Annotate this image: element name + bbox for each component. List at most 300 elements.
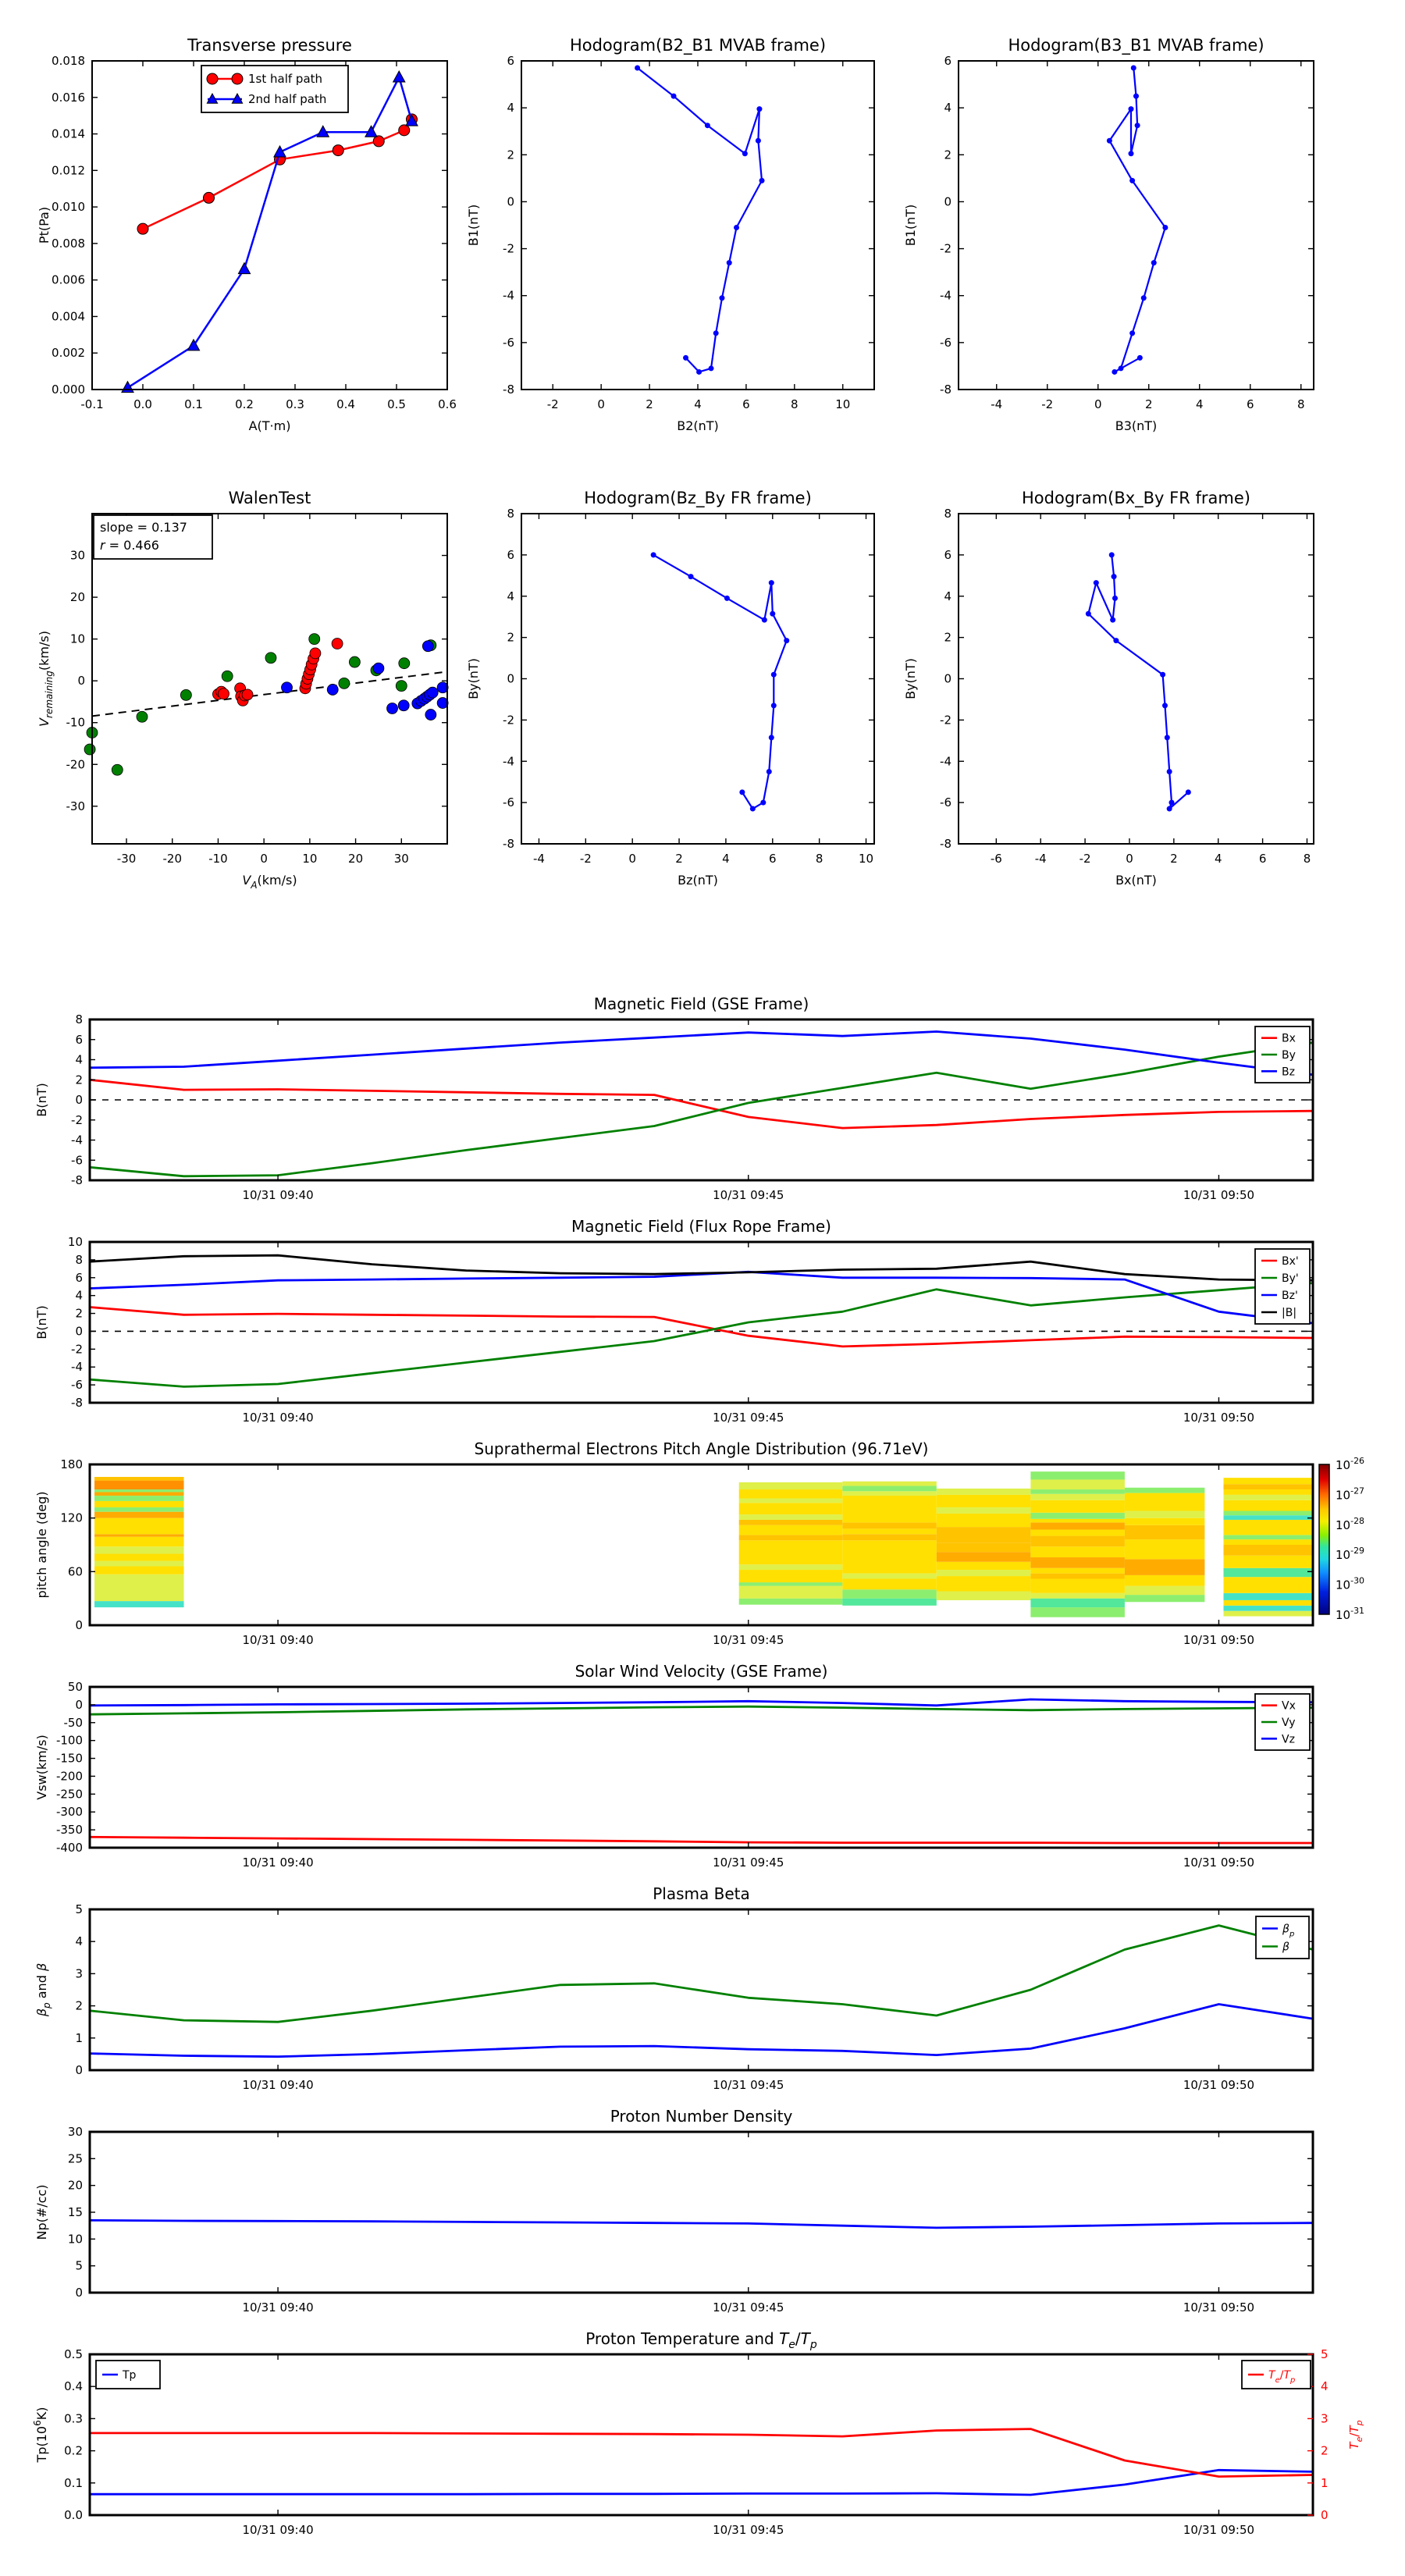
heatmap-cell	[1223, 1606, 1313, 1611]
y-tick-label: -2	[940, 241, 951, 256]
x-axis-label: B3(nT)	[1115, 418, 1158, 433]
chart-title: Plasma Beta	[653, 1884, 750, 1903]
series-marker	[1129, 106, 1134, 112]
y-tick-label: 0	[75, 1618, 83, 1632]
y-tick-label: 0.000	[52, 382, 85, 397]
heatmap-cell	[739, 1599, 843, 1605]
heatmap-cell	[937, 1543, 1031, 1552]
series-marker	[349, 656, 360, 667]
series-line-Bx'	[90, 1308, 1313, 1347]
y-tick-label: 5	[75, 1902, 83, 1916]
x-tick-label: -10	[208, 852, 228, 866]
x-tick-label: 10	[858, 852, 874, 866]
series-marker	[1110, 617, 1115, 623]
series-marker	[709, 365, 714, 371]
x-tick-label: 0.2	[235, 397, 254, 411]
x-tick-label: 4	[1214, 852, 1222, 866]
y-tick-label: 0.4	[64, 2379, 83, 2394]
heatmap-cell	[1223, 1568, 1313, 1577]
y-tick-label: -350	[55, 1823, 83, 1838]
heatmap-cell	[94, 1561, 184, 1567]
y-tick-label: 0.1	[64, 2475, 83, 2490]
heatmap-cell	[94, 1574, 184, 1601]
y-tick-label: -4	[503, 288, 514, 303]
right-y-tick-label: 0	[1321, 2508, 1329, 2522]
y-tick-label: 180	[60, 1457, 83, 1471]
x-tick-label: 10/31 09:40	[242, 1856, 314, 1870]
x-tick-label: 0.5	[387, 397, 406, 411]
y-tick-label: 10	[67, 1235, 83, 1249]
x-tick-label: -2	[579, 852, 592, 866]
y-tick-label: 4	[75, 1288, 83, 1303]
series-marker	[750, 806, 756, 812]
y-tick-label: -30	[66, 799, 85, 813]
heatmap-cell	[94, 1534, 184, 1536]
panel-proton-temperature	[16, 2318, 1405, 2553]
y-tick-label: -4	[503, 754, 514, 769]
series-marker	[398, 700, 409, 711]
chart-title: Proton Number Density	[610, 2107, 793, 2126]
right-y-tick-label: 3	[1321, 2411, 1329, 2426]
series-marker	[373, 136, 384, 147]
series-marker	[242, 689, 253, 700]
x-tick-label: -6	[990, 852, 1002, 866]
x-tick-label: 0	[1126, 852, 1133, 866]
heatmap-cell	[94, 1566, 184, 1574]
heatmap-cell	[739, 1586, 843, 1599]
series-marker	[265, 653, 276, 664]
y-tick-label: -10	[66, 715, 85, 730]
x-tick-label: -30	[116, 852, 137, 866]
series-marker	[1135, 123, 1140, 128]
y-axis-label: B1(nT)	[466, 204, 481, 247]
colorbar-tick-label: $10^{-26}$	[1336, 1456, 1365, 1472]
series-line-B2-B1	[638, 68, 762, 372]
x-tick-label: 8	[791, 397, 799, 411]
x-tick-label: 2	[1144, 397, 1153, 411]
series-markers-1st half path	[137, 114, 418, 234]
y-tick-label: 0	[75, 2286, 83, 2300]
heatmap-cell	[739, 1482, 843, 1489]
heatmap-cell	[1125, 1511, 1204, 1518]
series-marker	[742, 151, 748, 156]
series-marker	[770, 611, 775, 617]
series-marker	[425, 710, 436, 720]
y-tick-label: 0.010	[52, 200, 85, 215]
x-tick-label: 10/31 09:40	[242, 1188, 314, 1202]
panel-plasma-beta	[16, 1873, 1405, 2096]
y-tick-label: -6	[940, 795, 951, 810]
y-tick-label: -6	[940, 335, 951, 350]
y-tick-label: 6	[75, 1032, 83, 1047]
series-line-Np	[90, 2220, 1313, 2228]
right-y-tick-label: 1	[1321, 2475, 1329, 2490]
heatmap-cell	[739, 1520, 843, 1525]
y-tick-label: -20	[66, 757, 85, 772]
heatmap-cell	[1030, 1574, 1125, 1579]
heatmap-cell	[1223, 1539, 1313, 1545]
series-marker	[1094, 580, 1099, 585]
series-marker	[713, 330, 719, 336]
right-y-axis-label: $T_e/T_p$	[1347, 2420, 1364, 2450]
chart-title: WalenTest	[228, 489, 311, 507]
y-tick-label: 20	[69, 590, 85, 605]
panel-pitch-angle-distribution	[16, 1429, 1405, 1651]
series-marker	[84, 744, 95, 755]
series-marker	[1129, 178, 1135, 183]
y-tick-label: -8	[940, 382, 951, 397]
series-marker	[422, 641, 433, 652]
y-tick-label: -8	[71, 1173, 83, 1187]
heatmap-cell	[1125, 1575, 1204, 1586]
y-tick-label: 8	[75, 1012, 83, 1026]
series-marker	[399, 125, 410, 136]
heatmap-cell	[1030, 1530, 1125, 1536]
y-tick-label: -2	[940, 713, 951, 728]
heatmap-cell	[94, 1553, 184, 1560]
y-tick-label: -4	[71, 1133, 83, 1147]
y-tick-label: 10	[69, 632, 85, 646]
series-marker	[1112, 596, 1118, 601]
panel-proton-density	[16, 2096, 1405, 2318]
series-marker	[112, 764, 123, 775]
heatmap-cell	[1030, 1471, 1125, 1479]
series-marker	[756, 138, 761, 144]
colorbar-tick-label: $10^{-28}$	[1336, 1515, 1365, 1532]
panel-magnetic-field-flux-rope	[16, 1206, 1405, 1429]
y-axis-label: $\beta_p$ and β	[34, 1962, 52, 2017]
heatmap-cell	[937, 1576, 1031, 1591]
heatmap-cell	[94, 1518, 184, 1535]
series-marker	[767, 769, 772, 774]
y-tick-label: -2	[503, 713, 514, 728]
heatmap-cell	[1125, 1493, 1204, 1511]
y-tick-label: 4	[507, 589, 514, 603]
y-axis-label: B(nT)	[34, 1083, 49, 1117]
y-tick-label: -150	[55, 1751, 83, 1766]
series-markers-Bz-By	[651, 552, 790, 811]
heatmap-cell	[1223, 1593, 1313, 1600]
x-tick-label: 10/31 09:40	[242, 1633, 314, 1647]
series-line-Vy	[90, 1706, 1313, 1714]
y-tick-label: -8	[940, 837, 951, 851]
series-marker	[137, 223, 148, 234]
series-marker	[1165, 735, 1170, 740]
heatmap-cell	[842, 1574, 937, 1579]
heatmap-cell	[842, 1528, 937, 1534]
y-tick-label: 0.004	[52, 309, 85, 324]
chart-title: Hodogram(B3_B1 MVAB frame)	[1008, 36, 1264, 55]
y-tick-label: 60	[67, 1564, 83, 1579]
series-marker	[724, 596, 730, 601]
y-tick-label: -300	[55, 1805, 83, 1820]
y-tick-label: -4	[940, 754, 951, 769]
x-tick-label: 10/31 09:40	[242, 2078, 314, 2092]
y-tick-label: 0.016	[52, 90, 85, 105]
heatmap-cell	[739, 1503, 843, 1514]
y-tick-label: 3	[75, 1966, 83, 1981]
series-markers-Bx-By	[1086, 552, 1191, 811]
series-marker	[427, 687, 438, 698]
x-tick-label: 8	[1297, 397, 1305, 411]
series-markers-2nd half path	[122, 71, 418, 393]
y-tick-label: 6	[944, 54, 951, 68]
heatmap-cell	[1223, 1545, 1313, 1556]
heatmap-cell	[937, 1592, 1031, 1600]
x-tick-label: 0	[1094, 397, 1102, 411]
x-tick-label: 10/31 09:45	[713, 1856, 784, 1870]
x-axis-label: B2(nT)	[677, 418, 719, 433]
y-tick-label: -400	[55, 1841, 83, 1855]
series-line-By	[90, 1043, 1313, 1176]
y-axis-label: Vsw(km/s)	[34, 1735, 49, 1800]
right-y-tick-label: 2	[1321, 2443, 1329, 2458]
x-tick-label: 0.0	[133, 397, 152, 411]
chart-title: Magnetic Field (Flux Rope Frame)	[571, 1217, 831, 1236]
series-marker	[1119, 365, 1124, 371]
x-tick-label: 10/31 09:45	[713, 1411, 784, 1425]
series-marker	[635, 66, 640, 71]
series-marker	[683, 355, 688, 361]
series-line-Bx-By	[1088, 555, 1188, 809]
x-tick-label: 10/31 09:50	[1183, 2078, 1255, 2092]
series-marker	[1129, 151, 1134, 156]
chart-title: Suprathermal Electrons Pitch Angle Distribution (96.71eV)	[474, 1439, 929, 1458]
chart-title: Hodogram(Bz_By FR frame)	[584, 489, 812, 507]
colorbar-tick-label: $10^{-31}$	[1336, 1606, 1365, 1622]
y-tick-label: -6	[503, 335, 514, 350]
y-tick-label: -6	[71, 1378, 83, 1393]
y-tick-label: 2	[507, 148, 514, 162]
series-marker	[137, 711, 148, 722]
y-tick-label: -4	[71, 1360, 83, 1375]
x-tick-label: 10	[302, 852, 318, 866]
series-marker	[769, 735, 774, 740]
y-tick-label: 8	[75, 1252, 83, 1267]
legend-label: Bx	[1282, 1032, 1296, 1045]
chart-title: Transverse pressure	[187, 36, 352, 55]
series-marker	[310, 648, 321, 659]
y-tick-label: 4	[944, 589, 951, 603]
legend-label: 2nd half path	[248, 92, 327, 106]
series-marker	[1151, 260, 1157, 265]
y-tick-label: 0	[75, 2063, 83, 2077]
heatmap-cell	[94, 1496, 184, 1501]
y-tick-label: 0	[75, 1697, 83, 1712]
y-tick-label: 0	[944, 671, 951, 686]
x-tick-label: 0.1	[184, 397, 203, 411]
x-tick-label: 0	[260, 852, 268, 866]
series-marker	[1113, 638, 1119, 643]
heatmap-cell	[842, 1578, 937, 1589]
panel-magnetic-field-gse	[16, 984, 1405, 1206]
heatmap-cell	[1030, 1479, 1125, 1489]
series-marker	[719, 295, 724, 301]
heatmap-cell	[1030, 1599, 1125, 1607]
series-marker	[762, 617, 767, 623]
x-tick-label: -4	[991, 397, 1003, 411]
axes-border	[92, 514, 447, 844]
series-marker	[651, 552, 656, 557]
heatmap-cell	[842, 1485, 937, 1491]
heatmap-cell	[94, 1489, 184, 1492]
heatmap-cell	[842, 1540, 937, 1573]
panel-hodogram-b3b1	[895, 23, 1348, 468]
series-marker	[332, 639, 343, 649]
axes-border	[521, 61, 874, 390]
y-tick-label: -2	[503, 241, 514, 256]
heatmap-cell	[1223, 1484, 1313, 1489]
x-tick-label: 4	[722, 852, 730, 866]
x-tick-label: -2	[1079, 852, 1091, 866]
x-tick-label: 10/31 09:40	[242, 1411, 314, 1425]
x-tick-label: 0.4	[336, 397, 355, 411]
heatmap-cell	[1030, 1522, 1125, 1529]
y-tick-label: 2	[507, 630, 514, 645]
x-tick-label: 10/31 09:45	[713, 2078, 784, 2092]
series-line-Vz	[90, 1699, 1313, 1706]
axes-border	[90, 2132, 1313, 2293]
heatmap-cell	[1125, 1539, 1204, 1559]
y-tick-label: 0	[75, 1324, 83, 1339]
series-marker	[784, 638, 789, 643]
annotation-text: r = 0.466	[100, 538, 159, 553]
series-marker	[1162, 703, 1168, 708]
heatmap-cell	[1125, 1595, 1204, 1602]
y-axis-label: $V_{remaining}(km/s)$	[37, 631, 55, 727]
x-tick-label: 6	[1258, 852, 1267, 866]
series-marker	[769, 580, 774, 585]
series-marker	[333, 145, 343, 156]
x-tick-label: 8	[1303, 852, 1311, 866]
legend-label: Vz	[1282, 1733, 1295, 1746]
y-axis-label: pitch angle (deg)	[34, 1491, 49, 1599]
series-marker	[1186, 789, 1191, 795]
legend-label: β	[1282, 1941, 1289, 1954]
x-tick-label: 10/31 09:45	[713, 2523, 784, 2537]
series-line-Tp	[90, 2470, 1313, 2495]
x-tick-label: -2	[546, 397, 559, 411]
heatmap-cell	[1030, 1593, 1125, 1599]
y-tick-label: -200	[55, 1769, 83, 1784]
heatmap-cell	[1030, 1546, 1125, 1557]
x-tick-label: 4	[1195, 397, 1204, 411]
y-tick-label: 4	[944, 101, 951, 116]
y-tick-label: -6	[71, 1153, 83, 1168]
series-marker	[756, 106, 762, 112]
x-axis-label: Bx(nT)	[1115, 873, 1157, 888]
series-marker	[688, 574, 694, 579]
y-tick-label: 0.002	[52, 346, 85, 361]
y-tick-label: 20	[67, 2178, 83, 2193]
x-tick-label: 20	[348, 852, 364, 866]
y-tick-label: 6	[507, 547, 514, 562]
axes-border	[90, 1687, 1313, 1848]
series-line-By'	[90, 1283, 1313, 1387]
legend-label: $\beta_p$	[1282, 1923, 1295, 1939]
series-markers-B2-B1	[635, 66, 764, 375]
legend-label: Bz'	[1282, 1290, 1298, 1302]
heatmap-cell	[739, 1564, 843, 1570]
x-tick-label: 10/31 09:50	[1183, 1856, 1255, 1870]
series-marker	[339, 678, 350, 688]
y-axis-label: B(nT)	[34, 1305, 49, 1340]
series-markers-red-points	[212, 639, 343, 706]
y-tick-label: 0.2	[64, 2443, 83, 2458]
series-marker	[759, 178, 765, 183]
series-marker	[1129, 330, 1135, 336]
x-tick-label: 10/31 09:45	[713, 1188, 784, 1202]
legend-label: Tp	[123, 2369, 137, 2382]
x-tick-label: 0.6	[438, 397, 457, 411]
series-marker	[771, 703, 777, 708]
series-marker	[1086, 611, 1091, 617]
x-axis-label: $V_A(km/s)$	[242, 873, 297, 891]
y-tick-label: 8	[944, 507, 951, 521]
heatmap-cell	[739, 1535, 843, 1540]
x-tick-label: 10/31 09:40	[242, 2523, 314, 2537]
heatmap-cell	[1030, 1500, 1125, 1513]
y-tick-label: 0.008	[52, 236, 85, 251]
y-axis-label: By(nT)	[466, 658, 481, 699]
y-tick-label: 6	[944, 547, 951, 562]
series-marker	[734, 225, 739, 230]
colorbar	[1319, 1464, 1329, 1614]
heatmap-cell	[842, 1599, 937, 1606]
heatmap-cell	[94, 1492, 184, 1496]
y-tick-label: 0.3	[64, 2411, 83, 2426]
x-tick-label: -2	[1041, 397, 1054, 411]
y-tick-label: 5	[75, 2258, 83, 2273]
series-line-|B|	[90, 1255, 1313, 1280]
heatmap-cell	[1125, 1525, 1204, 1539]
series-marker	[274, 146, 286, 157]
y-tick-label: 0	[507, 671, 514, 686]
x-tick-label: 10/31 09:50	[1183, 2300, 1255, 2314]
heatmap-cell	[842, 1534, 937, 1540]
heatmap-cell	[937, 1489, 1031, 1495]
x-tick-label: -0.1	[80, 397, 104, 411]
y-tick-label: 4	[75, 1934, 83, 1949]
heatmap-cell	[1030, 1578, 1125, 1592]
series-marker	[1167, 769, 1172, 774]
series-marker	[1160, 672, 1165, 678]
heatmap-cell	[1030, 1607, 1125, 1617]
y-tick-label: 2	[75, 1306, 83, 1321]
x-tick-label: -4	[532, 852, 545, 866]
y-tick-label: -8	[71, 1396, 83, 1410]
y-tick-label: 6	[507, 54, 514, 68]
series-line-Bx	[90, 1080, 1313, 1128]
series-marker	[705, 123, 710, 128]
x-tick-label: 6	[769, 852, 777, 866]
panel-hodogram-bzby	[461, 476, 898, 929]
legend-label: Bx'	[1282, 1255, 1299, 1268]
series-marker	[1141, 295, 1147, 301]
series-marker	[207, 73, 218, 84]
axes-border	[959, 514, 1314, 844]
y-tick-label: 2	[944, 148, 951, 162]
series-marker	[1169, 800, 1175, 806]
series-line-Te/Tp	[90, 2429, 1313, 2477]
series-marker	[1133, 94, 1139, 99]
colorbar-tick-label: $10^{-30}$	[1336, 1575, 1365, 1592]
heatmap-cell	[1223, 1556, 1313, 1568]
x-tick-label: 10	[835, 397, 851, 411]
annotation-text: slope = 0.137	[100, 520, 187, 535]
y-tick-label: -8	[503, 837, 514, 851]
y-tick-label: 0.5	[64, 2347, 83, 2361]
